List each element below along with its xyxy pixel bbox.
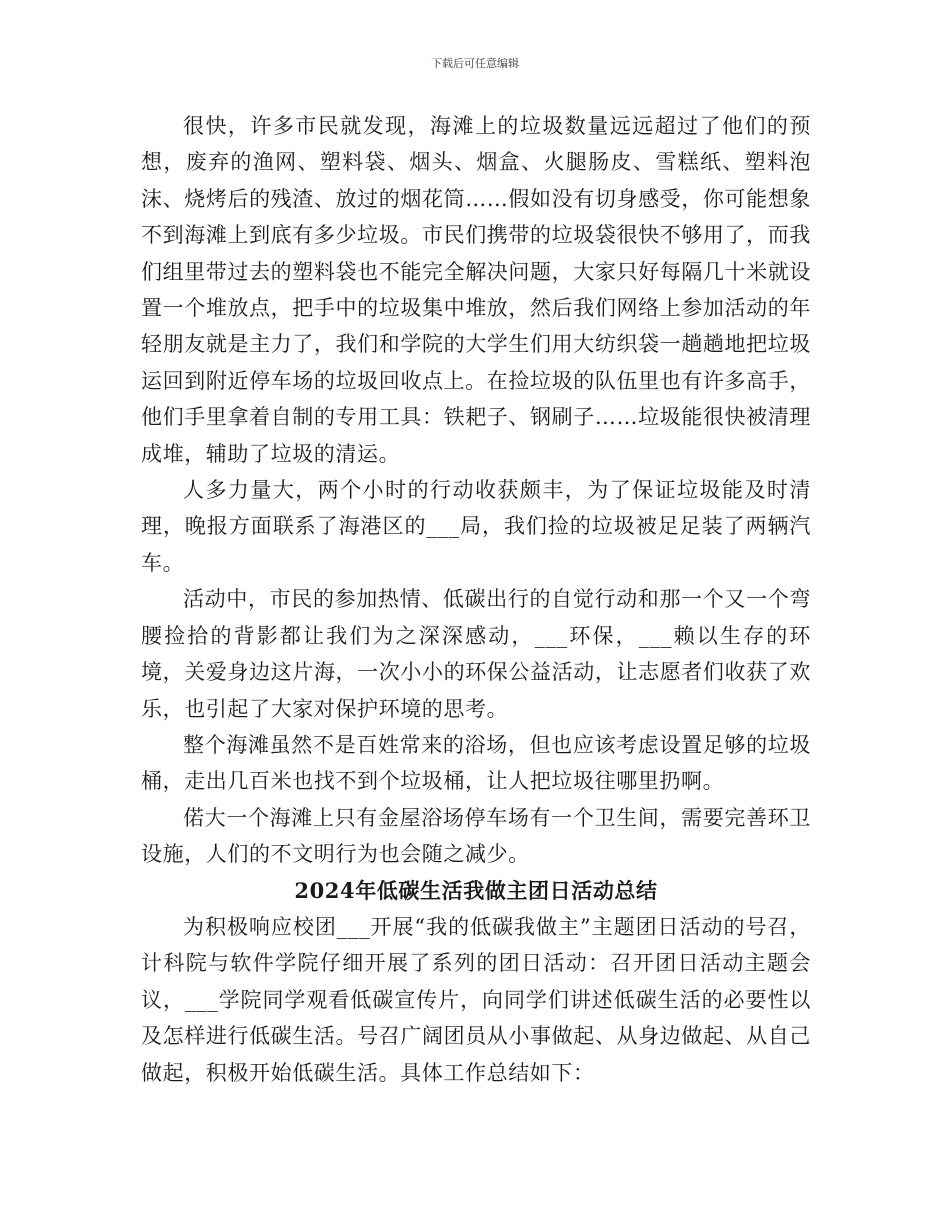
section-title: 2024年低碳生活我做主团日活动总结: [294, 877, 658, 903]
paragraph: 整个海滩虽然不是百姓常来的浴场，但也应该考虑设置足够的垃圾桶，走出几百米也找不到个垃圾桶，让人把垃圾往哪里扔啊。: [141, 732, 811, 794]
document-body: [141, 108, 811, 1091]
paragraph: 活动中，市民的参加热情、低碳出行的自觉行动和那一个又一个弯腰捡拾的背影都让我们为之深深感动，___环保，___赖以生存的环境，关爱身边这片海，一次小小的环保公益活动，让志愿者们收获了欢乐，也引起了大家对保护环境的思考。: [141, 587, 811, 721]
paragraph: 偌大一个海滩上只有金屋浴场停车场有一个卫生间，需要完善环卫设施，人们的不文明行为也会随之减少。: [141, 805, 811, 867]
header-note: 下载后可任意编辑: [431, 57, 519, 70]
paragraph: 很快，许多市民就发现，海滩上的垃圾数量远远超过了他们的预想，废弃的渔网、塑料袋、烟头、烟盒、火腿肠皮、雪糕纸、塑料泡沫、烧烤后的残渣、放过的烟花筒……假如没有切身感受，你可能想象不到海滩上到底有多少垃圾。市民们携带的垃圾袋很快不够用了，而我们组里带过去的塑料袋也不能完全解决问题，大家只好每隔几十米就设置一个堆放点，把手中的垃圾集中堆放，然后我们网络上参加活动的年轻朋友就是主力了，我们和学院的大学生们用大纺织袋一趟趟地把垃圾运回到附近停车场的垃圾回收点上。在捡垃圾的队伍里也有许多高手，他们手里拿着自制的专用工具：铁耙子、钢刷子……垃圾能很快被清理成堆，辅助了垃圾的清运。: [141, 114, 811, 466]
paragraph: 为积极响应校团___开展“我的低碳我做主”主题团日活动的号召，计科院与软件学院仔细开展了系列的团日活动：召开团日活动主题会议，___学院同学观看低碳宣传片，向同学们讲述低碳生活的必要性以及怎样进行低碳生活。号召广阔团员从小事做起、从身边做起、从自己做起，积极开始低碳生活。具体工作总结如下：: [141, 914, 811, 1085]
paragraph: 人多力量大，两个小时的行动收获颇丰，为了保证垃圾能及时清理，晚报方面联系了海港区的___局，我们捡的垃圾被足足装了两辆汽车。: [141, 478, 811, 575]
